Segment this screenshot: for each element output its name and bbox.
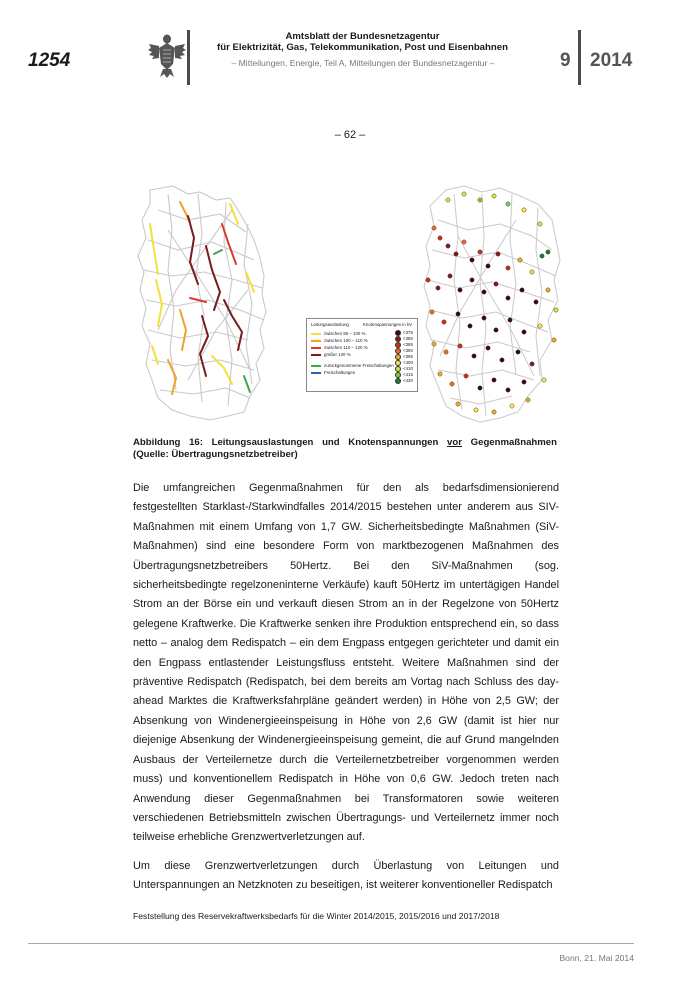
- figure-caption: [133, 437, 557, 461]
- legend-voltage-item: <400: [395, 360, 413, 366]
- footer-date: Bonn, 21. Mai 2014: [559, 953, 634, 963]
- footer-note: Feststellung des Reservekraftwerksbedarfs für die Winter 2014/2015, 2015/2016 und 2017/2018: [133, 911, 500, 921]
- legend-voltage-item: <410: [395, 366, 413, 372]
- footer-divider: [28, 943, 634, 944]
- legend-voltage-header: Knotenspannungen in kV: [363, 322, 413, 327]
- page-number: 1254: [28, 50, 71, 71]
- federal-eagle-logo: [146, 30, 188, 80]
- legend-voltage-item: <390: [395, 348, 413, 354]
- paragraph-2: Um diese Grenzwertverletzungen durch Überlastung von Leitungen und Unterspannungen an Netzknoten zu beseitigen, ist weiterer konventioneller Redispatch: [133, 859, 559, 892]
- legend-line-item: zwischen 110 – 120 %: [311, 345, 368, 350]
- legend-voltage-item: <395: [395, 354, 413, 360]
- journal-title-line2: für Elektrizität, Gas, Telekommunikation, Post und Eisenbahnen: [217, 42, 508, 53]
- grid-maps-illustration: [128, 180, 568, 430]
- legend-line-item: zwischen 100 – 110 %: [311, 338, 368, 343]
- map-legend: [306, 318, 418, 392]
- caption-text-end: Gegenmaßnahmen (Quelle: Übertragungsnetzbetreiber): [133, 437, 558, 460]
- header-divider: [187, 30, 190, 85]
- page-marker: – 62 –: [334, 129, 366, 141]
- caption-text-start: Abbildung 16: Leitungsauslastungen und Knotenspannungen: [133, 437, 448, 448]
- legend-voltage-item: <415: [395, 372, 413, 378]
- node-voltage-map: [424, 186, 560, 422]
- legend-voltage-item: <420: [395, 378, 413, 384]
- journal-title-line1: Amtsblatt der Bundesnetzagentur: [285, 31, 440, 42]
- paragraph-1: Die umfangreichen Gegenmaßnahmen für den als bedarfsdimensionierend festgestellten Starklast-/Starkwindfalles 2014/2015 bestehen unter anderem aus SIV-Maßnahmen mit einem Umfang von 1,7 GW. Sicherheitsbedingte Maßnahmen (SiV-Maßnahmen) sind eine besondere Form von marktbezogenen Maßnahmen des Übertragungsnetzbetreibers 50Hertz. Bei den SiV-Maßnahmen (sog. sicherheitsbedingte regelzoneninterne Verkäufe) kauft 50Hertz im untertägigen Handel Strom an der Börse ein und verkauft diesen Strom an in der Regelzone von 50Hertz gelegene Kraftwerke. Die Kraftwerke senken ihre Produktion entsprechend ein, so dass netto – analog dem Redispatch – ein dem Engpass entgegen gerichteter und damit ein den Engpass entlastender Leistungsfluss entsteht. Weitere Maßnahmen sind der präventive Redispatch (Redispatch, bei dem bereits am Vortag nach Schluss des day-ahead Marktes die Kraftwerksfahrpläne geändert werden) in Höhe von 2,5 GW; der Absenkung von Windenergieeinspeisung in Höhe von 2,6 GW (damit ist hier nur diejenige Absenkung der Windenergieeinspeisung gemeint, die auf Grund mangelnden Ausbaus der Verteilernetze durch die Verteilernetzbetreiber vorgenommen werden muss) und konventionellem Redispatch in Höhe von 0,6 GW. Jedoch treten nach Anwendung dieser Gegenmaßnahmen bei Transformatoren sowie weiteren verschiedenen Betriebsmitteln zwischen Übertragungs- und Verteilernetz immer noch teilweise erhebliche Grenzwertverletzungen auf.: [133, 482, 559, 844]
- figure-grid-maps: [128, 180, 568, 430]
- caption-underlined-word: vor: [447, 437, 462, 448]
- legend-voltage-item: <375: [395, 330, 413, 336]
- legend-line-item: größer 120 %: [311, 352, 351, 357]
- issue-divider: [578, 30, 581, 85]
- journal-title: [210, 31, 515, 53]
- journal-subtitle: – Mitteilungen, Energie, Teil A, Mitteilungen der Bundesnetzagentur –: [231, 58, 495, 68]
- legend-line-item: zurückgenommene Freischaltungen: [311, 363, 394, 368]
- legend-lines-header: Leitungsauslastung: [311, 322, 349, 327]
- issue-number: 9: [560, 50, 571, 71]
- body-text: [133, 479, 559, 905]
- legend-voltage-item: <380: [395, 336, 413, 342]
- legend-line-item: zwischen 90 – 100 %: [311, 331, 366, 336]
- issue-year: 2014: [590, 50, 633, 71]
- legend-voltage-item: <385: [395, 342, 413, 348]
- legend-line-item: Freischaltungen: [311, 370, 355, 375]
